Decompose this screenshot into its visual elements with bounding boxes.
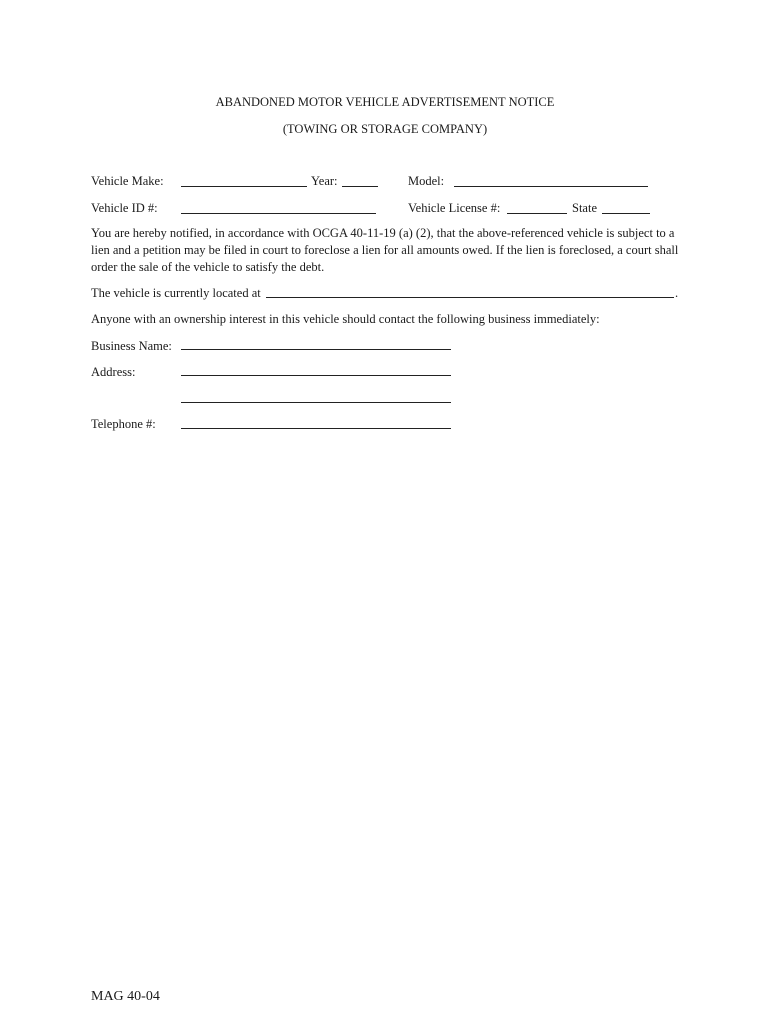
model-label: Model: [408, 174, 445, 188]
state-label: State [572, 201, 597, 215]
location-field[interactable] [266, 297, 674, 298]
location-period: . [675, 286, 679, 300]
address-label: Address: [91, 365, 136, 379]
address-field-line-1[interactable] [181, 375, 451, 376]
location-label: The vehicle is currently located at [91, 286, 261, 300]
form-subtitle: (TOWING OR STORAGE COMPANY) [282, 122, 488, 136]
vehicle-id-label: Vehicle ID #: [91, 201, 158, 215]
notice-paragraph: You are hereby notified, in accordance with OCGA 40-11-19 (a) (2), that the above-referenced vehicle is subject to a lien and a petition may be filed in court to foreclose a lien for all amounts owed. If the lien is foreclosed, a court shall order the sale of the vehicle to satisfy the debt. [91, 226, 679, 274]
form-code: MAG 40-04 [91, 989, 160, 1004]
year-label: Year: [311, 174, 338, 188]
vehicle-make-label: Vehicle Make: [91, 174, 164, 188]
address-field-line-2[interactable] [181, 402, 451, 403]
contact-paragraph: Anyone with an ownership interest in this vehicle should contact the following business immediately: [91, 312, 600, 326]
state-field[interactable] [602, 213, 650, 214]
business-name-field[interactable] [181, 349, 451, 350]
model-field[interactable] [454, 186, 648, 187]
telephone-label: Telephone #: [91, 417, 156, 431]
vehicle-license-field[interactable] [507, 213, 567, 214]
telephone-field[interactable] [181, 428, 451, 429]
vehicle-id-field[interactable] [181, 213, 376, 214]
vehicle-license-label: Vehicle License #: [408, 201, 501, 215]
vehicle-make-field[interactable] [181, 186, 307, 187]
year-field[interactable] [342, 186, 378, 187]
form-title: ABANDONED MOTOR VEHICLE ADVERTISEMENT NOTICE [215, 95, 555, 109]
business-name-label: Business Name: [91, 339, 172, 353]
